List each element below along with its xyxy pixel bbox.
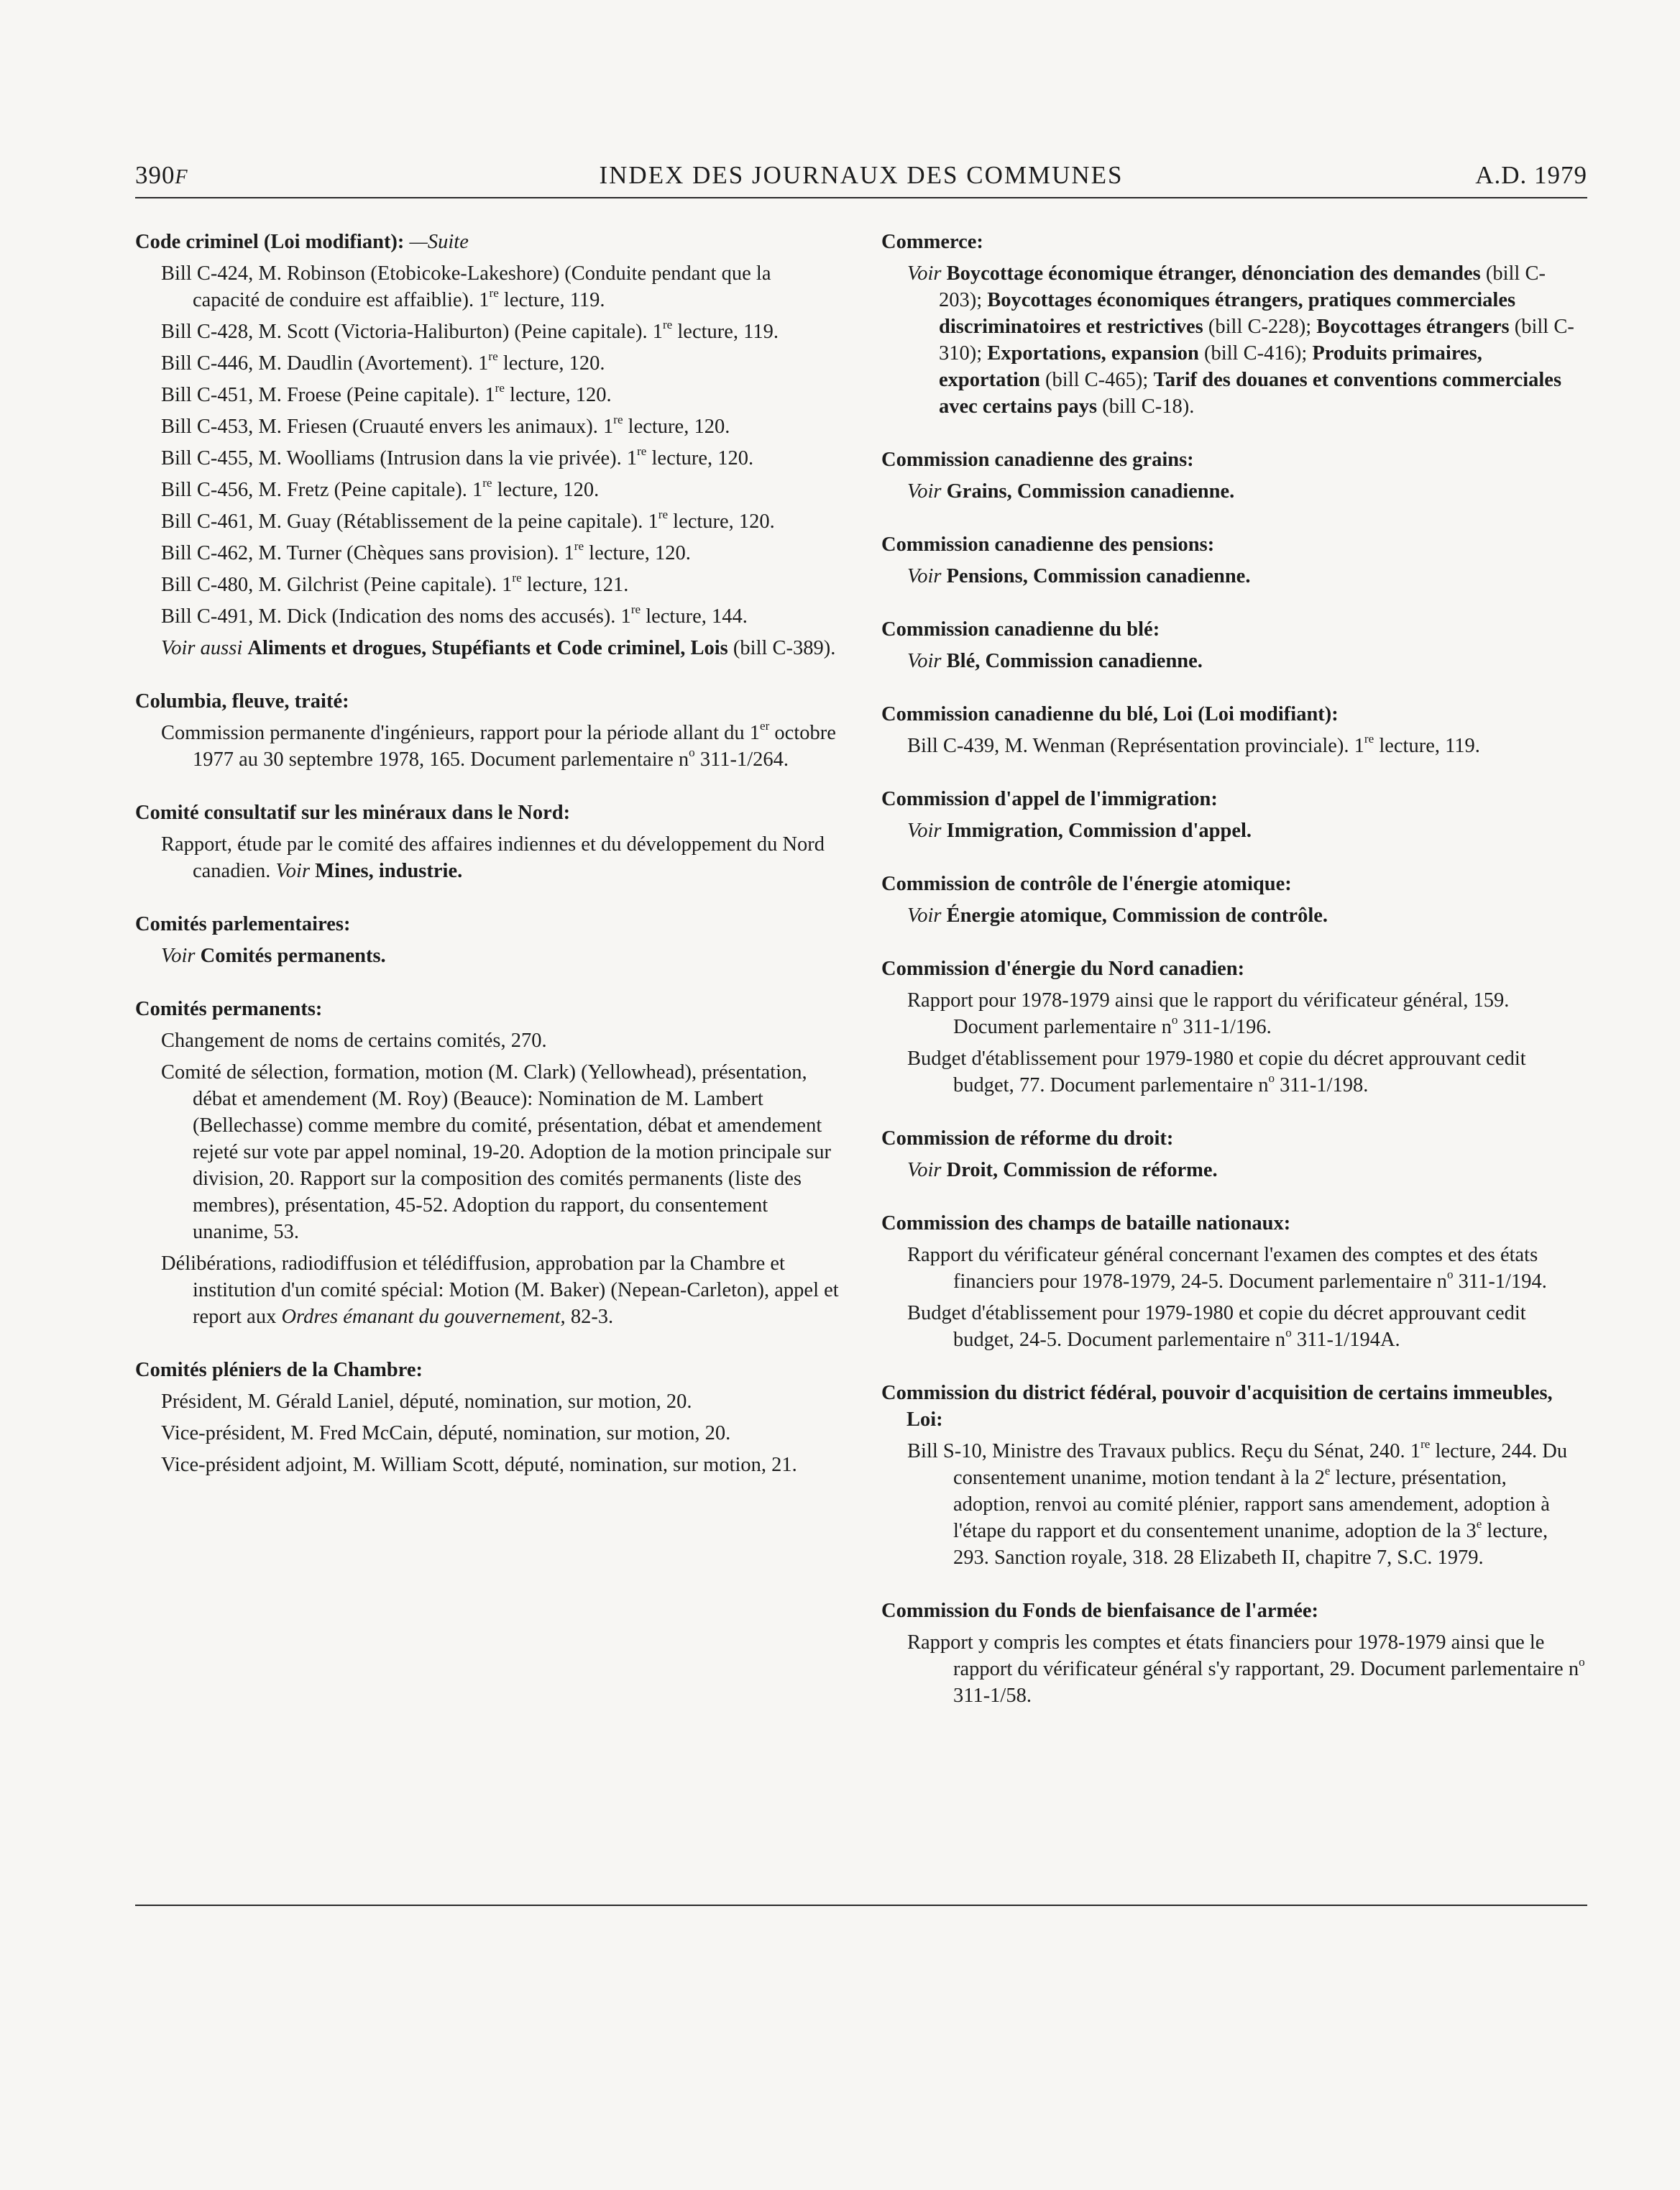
section-energie-nord <box>881 956 1586 1099</box>
section-heading: Commission d'énergie du Nord canadien: <box>881 958 1245 980</box>
entry-comite-selection: Comité de sélection, formation, motion (M. Clark) (Yellowhead), présentation, débat et amendement (M. Roy) (Beauce): Nomination de M. Lambert (Bellechasse) comme membre du comité, présentation, débat et amendement rejeté sur vote par appel nominal, 19-20. Adoption de la motion principale sur division, 20. Rapport sur la composition des comités permanents (liste des membres), présentation, 45-52. Adoption du rapport, du consentement unanime, 53. <box>161 1061 832 1243</box>
section-comite-consultatif <box>135 800 840 884</box>
entry-rapport: Rapport y compris les comptes et états financiers pour 1978-1979 ainsi que le rapport du vérificateur général s'y rapportant, 29. Document parlementaire $n^o$ 311-1/58. <box>907 1631 1585 1707</box>
entry-voir: Voir Énergie atomique, Commission de contrôle. <box>907 904 1328 927</box>
section-code-criminel <box>135 229 840 661</box>
entry-voir: Voir Boycottage économique étranger, dénonciation des demandes (bill C-203); Boycottages économiques étrangers, pratiques commerciales discriminatoires et restrictives (bill C-228); Boycottages étrangers (bill C-310); Exportations, expansion (bill C-416); Produits primaires, exportation (bill C-465); Tarif des douanes et conventions commerciales avec certains pays (bill C-18). <box>907 262 1574 418</box>
section-heading: Commission canadienne des grains: <box>881 449 1194 471</box>
entry-bill-s10: Bill S-10, Ministre des Travaux publics. Reçu du Sénat, 240. 1re lecture, 244. Du consentement unanime, motion tendant à la 2e lecture, présentation, adoption, renvoi au comité plénier, rapport sans amendement, adoption à l'étape du rapport et du consentement unanime, adoption de la 3e lecture, 293. Sanction royale, 318. 28 Elizabeth II, chapitre 7, S.C. 1979. <box>907 1437 1568 1569</box>
entry-bill-c451: Bill C-451, M. Froese (Peine capitale). 1re lecture, 120. <box>161 381 612 406</box>
entry-vice-president: Vice-président, M. Fred McCain, député, nomination, sur motion, 20. <box>161 1422 731 1444</box>
section-champs-bataille <box>881 1210 1586 1353</box>
entry-rapport-etude: Rapport, étude par le comité des affaires indiennes et du développement du Nord canadien. Voir Mines, industrie. <box>161 833 825 882</box>
section-heading: Columbia, fleuve, traité: <box>135 690 349 713</box>
section-heading: Commission du district fédéral, pouvoir d'acquisition de certains immeubles, Loi: <box>881 1382 1553 1431</box>
section-heading: Commission du Fonds de bienfaisance de l'armée: <box>881 1600 1319 1622</box>
section-heading: Commission des champs de bataille nationaux: <box>881 1212 1291 1234</box>
entry-vice-president-adjoint: Vice-président adjoint, M. William Scott, député, nomination, sur motion, 21. <box>161 1454 797 1476</box>
section-heading: Commission canadienne du blé: <box>881 618 1160 641</box>
header-year: A.D. 1979 <box>1475 161 1587 189</box>
section-district-federal <box>881 1380 1586 1571</box>
entry-budget: Budget d'établissement pour 1979-1980 et copie du décret approuvant cedit budget, 24-5. Document parlementaire $n^o$ 311-1/194A. <box>907 1302 1526 1351</box>
entry-bill-c480: Bill C-480, M. Gilchrist (Peine capitale). 1re lecture, 121. <box>161 571 629 596</box>
entry-budget: Budget d'établissement pour 1979-1980 et copie du décret approuvant cedit budget, 77. Document parlementaire $n^o$ 311-1/198. <box>907 1048 1526 1096</box>
entry-deliberations: Délibérations, radiodiffusion et télédiffusion, approbation par la Chambre et institution d'un comité spécial: Motion (M. Baker) (Nepean-Carleton), appel et report aux Ordres émanant du gouvernement, 82-3. <box>161 1252 839 1328</box>
entry-bill-c462: Bill C-462, M. Turner (Chèques sans provision). 1re lecture, 120. <box>161 539 691 564</box>
entry-voir: Voir Pensions, Commission canadienne. <box>907 565 1251 587</box>
section-heading: Commerce: <box>881 231 983 253</box>
entry-voir: Voir Droit, Commission de réforme. <box>907 1159 1218 1181</box>
entry-bill-c491: Bill C-491, M. Dick (Indication des noms des accusés). 1re lecture, 144. <box>161 603 748 628</box>
section-heading: Comités pléniers de la Chambre: <box>135 1359 423 1381</box>
section-columbia <box>135 688 840 773</box>
entry-voir: Voir Grains, Commission canadienne. <box>907 480 1235 503</box>
section-energie-atomique <box>881 871 1586 929</box>
entry-rapport: Rapport pour 1978-1979 ainsi que le rapport du vérificateur général, 159. Document parlementaire $n^o$ 311-1/196. <box>907 989 1510 1038</box>
page-number: 390F <box>135 161 188 189</box>
entry-bill-c428: Bill C-428, M. Scott (Victoria-Haliburton) (Peine capitale). 1re lecture, 119. <box>161 318 779 343</box>
section-heading: Code criminel (Loi modifiant): —Suite <box>135 231 469 253</box>
page-header <box>135 161 1587 196</box>
left-column <box>135 229 840 1505</box>
section-heading: Comités parlementaires: <box>135 913 351 935</box>
section-heading: Commission de réforme du droit: <box>881 1127 1174 1150</box>
running-title: INDEX DES JOURNAUX DES COMMUNES <box>599 161 1124 189</box>
entry-bill-c453: Bill C-453, M. Friesen (Cruauté envers les animaux). 1re lecture, 120. <box>161 413 730 438</box>
top-rule <box>135 197 1587 198</box>
entry-voir-aussi: Voir aussi Aliments et drogues, Stupéfiants et Code criminel, Lois (bill C-389). <box>161 637 836 659</box>
entry-bill-c461: Bill C-461, M. Guay (Rétablissement de la peine capitale). 1re lecture, 120. <box>161 508 775 533</box>
entry-bill-c456: Bill C-456, M. Fretz (Peine capitale). 1re lecture, 120. <box>161 476 600 501</box>
section-heading: Commission canadienne des pensions: <box>881 533 1215 556</box>
right-column <box>881 229 1586 1736</box>
section-comites-parlementaires <box>135 911 840 969</box>
entry-bill-c455: Bill C-455, M. Woolliams (Intrusion dans la vie privée). 1re lecture, 120. <box>161 444 754 469</box>
section-heading: Commission de contrôle de l'énergie atomique: <box>881 873 1292 895</box>
section-reforme-droit <box>881 1125 1586 1183</box>
section-grains <box>881 446 1586 505</box>
section-heading: Comité consultatif sur les minéraux dans le Nord: <box>135 802 571 824</box>
section-ble <box>881 616 1586 674</box>
section-commerce <box>881 229 1586 420</box>
entry-president: Président, M. Gérald Laniel, député, nomination, sur motion, 20. <box>161 1390 692 1413</box>
entry-bill-c446: Bill C-446, M. Daudlin (Avortement). 1re lecture, 120. <box>161 349 605 375</box>
section-ble-loi <box>881 701 1586 759</box>
section-heading: Commission d'appel de l'immigration: <box>881 788 1218 810</box>
section-comites-pleniers <box>135 1357 840 1478</box>
bottom-rule <box>135 1905 1587 1906</box>
entry-voir: Voir Blé, Commission canadienne. <box>907 650 1203 672</box>
entry-commission-ingenieurs: Commission permanente d'ingénieurs, rapport pour la période allant du 1er octobre 1977 au 30 septembre 1978, 165. Document parlementaire $n^o$ 311-1/264. <box>161 719 836 771</box>
entry-changement-noms: Changement de noms de certains comités, 270. <box>161 1030 547 1052</box>
section-fonds-armee <box>881 1598 1586 1709</box>
entry-bill-c439: Bill C-439, M. Wenman (Représentation provinciale). 1re lecture, 119. <box>907 732 1480 757</box>
section-comites-permanents <box>135 996 840 1330</box>
section-immigration <box>881 786 1586 844</box>
section-heading: Comités permanents: <box>135 998 323 1020</box>
entry-voir: Voir Immigration, Commission d'appel. <box>907 820 1252 842</box>
entry-voir: Voir Comités permanents. <box>161 945 386 967</box>
section-pensions <box>881 531 1586 590</box>
entry-rapport: Rapport du vérificateur général concernant l'examen des comptes et des états financiers pour 1978-1979, 24-5. Document parlementaire $n^o$ 311-1/194. <box>907 1244 1547 1293</box>
section-heading: Commission canadienne du blé, Loi (Loi modifiant): <box>881 703 1339 725</box>
entry-bill-c424: Bill C-424, M. Robinson (Etobicoke-Lakeshore) (Conduite pendant que la capacité de conduire est affaiblie). 1re lecture, 119. <box>161 262 771 311</box>
